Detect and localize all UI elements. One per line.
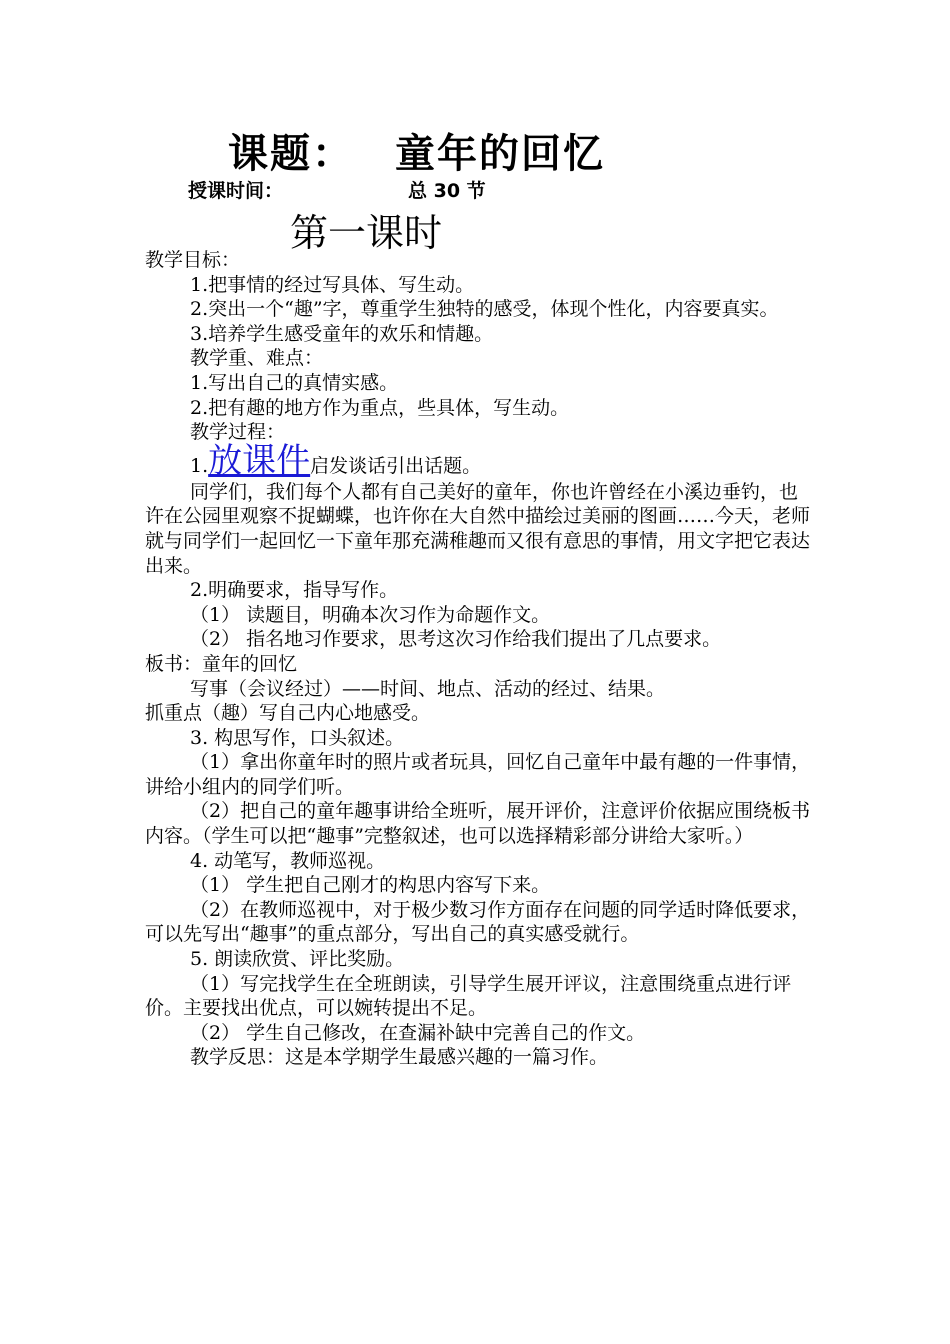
document-body [145, 248, 815, 1070]
board-heading: 板书：童年的回忆 [145, 652, 298, 675]
step-2: 2.明确要求，指导写作。 [190, 579, 399, 602]
step-2-item-1: （1） 读题目，明确本次习作为命题作文。 [190, 603, 551, 626]
lesson-number: 第一课时 [290, 211, 443, 255]
teaching-time-label: 授课时间： [188, 180, 284, 202]
document-title [0, 122, 950, 178]
title-label: 课题： [228, 131, 354, 177]
step-4-item-2: （2）在教师巡视中，对于极少数习作方面存在问题的同学适时降低要求，可以先写出“趣事”的重点部分，写出自己的真实感受就行。 [145, 898, 811, 946]
step-2-item-2: （2） 指名地习作要求，思考这次习作给我们提出了几点要求。 [190, 628, 722, 651]
step-4-item-1: （1） 学生把自己刚才的构思内容写下来。 [190, 874, 551, 897]
goals-heading: 教学目标： [145, 249, 241, 271]
key-point-1: 1.写出自己的真情实感。 [190, 371, 399, 394]
key-heading: 教学重、难点： [190, 347, 324, 370]
step-1 [145, 440, 815, 481]
courseware-link[interactable]: 放课件 [208, 440, 311, 481]
intro-paragraph: 同学们，我们每个人都有自己美好的童年，你也许曾经在小溪边垂钓，也许在公园里观察不捉蝴蝶，也许你在大自然中描绘过美丽的图画……今天，老师就与同学们一起回忆一下童年那充满稚趣而又很有意思的事情，用文字把它表达出来。 [145, 480, 811, 577]
goal-2: 2.突出一个“趣”字，尊重学生独特的感受，体现个性化，内容要真实。 [190, 298, 779, 321]
step-5-item-2: （2） 学生自己修改，在查漏补缺中完善自己的作文。 [190, 1021, 646, 1044]
step-3: 3. 构思写作，口头叙述。 [190, 726, 405, 749]
board-item-1: 写事（会议经过）——时间、地点、活动的经过、结果。 [190, 677, 666, 700]
process-heading: 教学过程： [190, 421, 286, 444]
step-3-item-2: （2）把自己的童年趣事讲给全班听，展开评价，注意评价依据应围绕板书内容。（学生可以把“趣事”完整叙述，也可以选择精彩部分讲给大家听。） [145, 800, 811, 848]
reflection: 教学反思：这是本学期学生最感兴趣的一篇习作。 [190, 1046, 609, 1069]
board-item-2: 抓重点（趣）写自己内心地感受。 [145, 702, 431, 725]
key-point-2: 2.把有趣的地方作为重点，些具体，写生动。 [190, 396, 570, 419]
step-5-item-1: （1）写完找学生在全班朗读，引导学生展开评议，注意围绕重点进行评价。主要找出优点，可以婉转提出不足。 [145, 972, 792, 1020]
step-1-number: 1. [190, 454, 209, 477]
total-periods: 总 30 节 [408, 180, 486, 202]
goal-1: 1.把事情的经过写具体、写生动。 [190, 273, 475, 296]
step-1-text: 启发谈话引出话题。 [310, 454, 482, 477]
lesson-meta [0, 176, 950, 204]
step-3-item-1: （1）拿出你童年时的照片或者玩具，回忆自己童年中最有趣的一件事情，讲给小组内的同学们听。 [145, 751, 811, 798]
title-text: 童年的回忆 [395, 131, 605, 177]
goal-3: 3.培养学生感受童年的欢乐和情趣。 [190, 322, 494, 345]
step-5: 5. 朗读欣赏、评比奖励。 [190, 948, 405, 971]
step-4: 4. 动笔写，教师巡视。 [190, 849, 386, 872]
